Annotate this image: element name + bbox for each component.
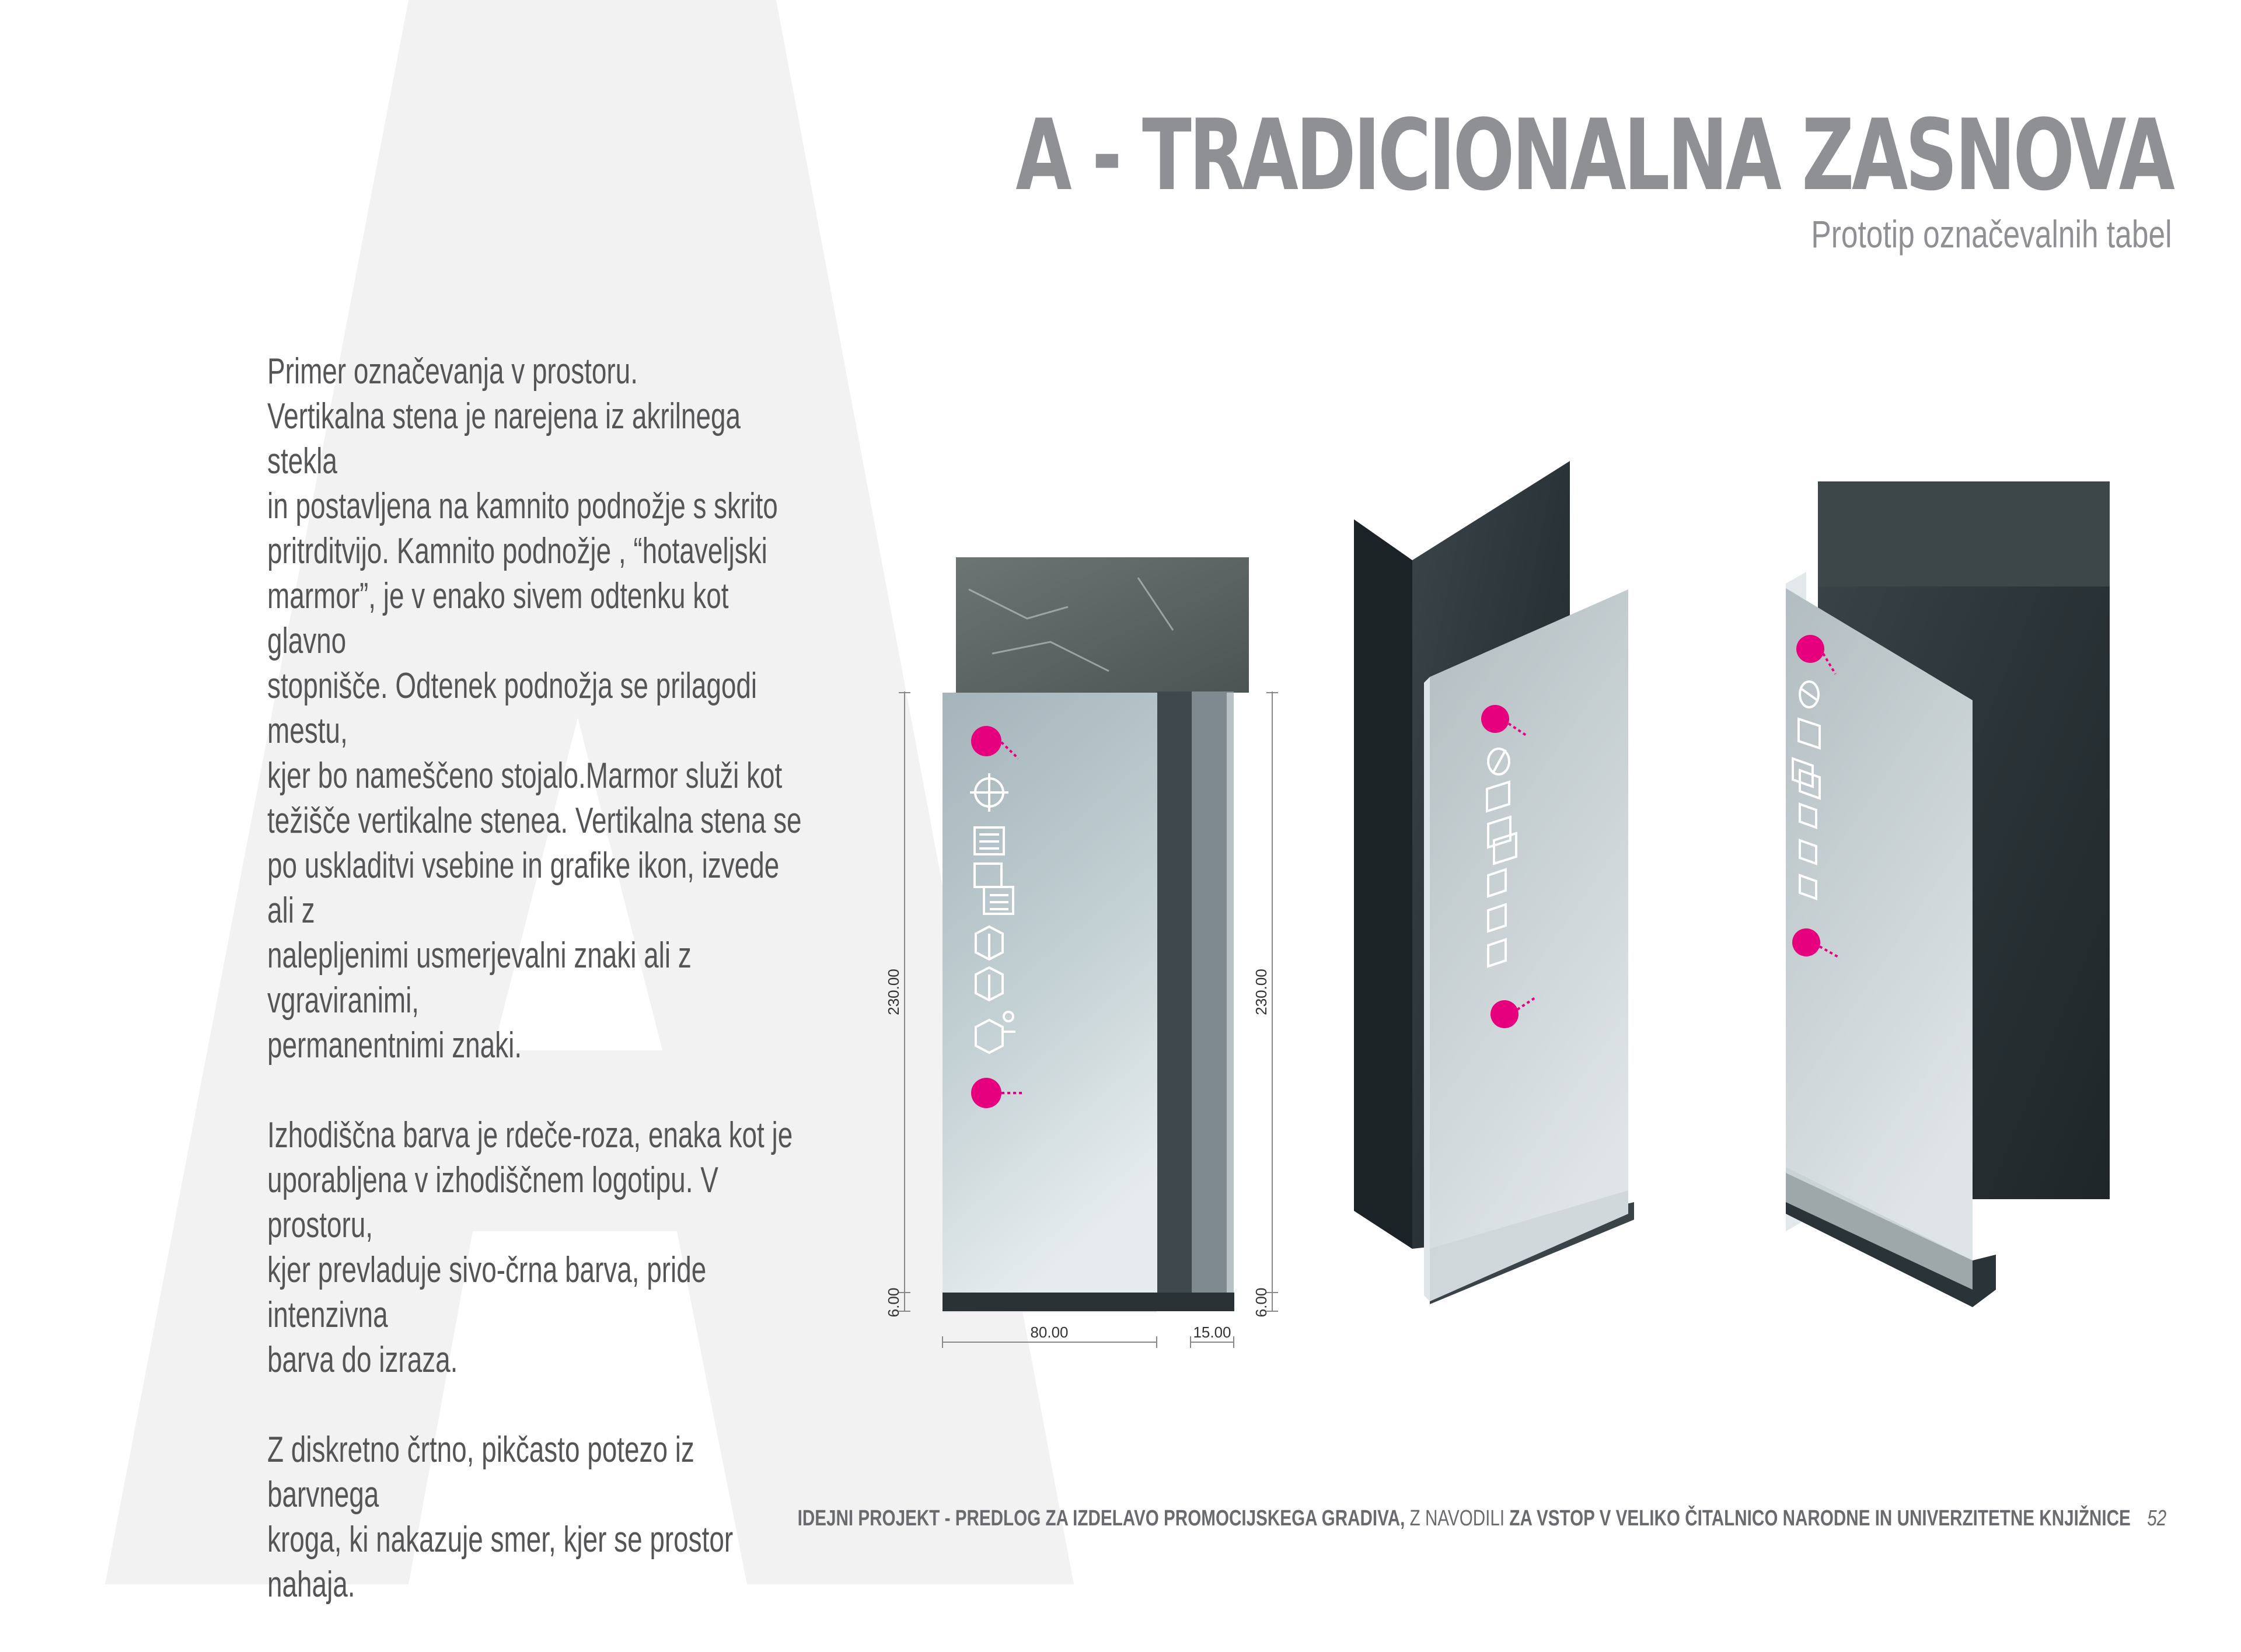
dimension-base-left: 6.00 [885, 1287, 902, 1318]
paragraph-color: Izhodiščna barva je rdeče-roza, enaka kot je uporabljena v izhodiščnem logotipu. V prostoru, kjer prevladuje sivo-črna barva, pride intenzivna barva do izraza. [267, 1115, 793, 1380]
footer [797, 1507, 2166, 1529]
dimension-base-right: 6.00 [1252, 1287, 1270, 1318]
marble-top [956, 557, 1249, 693]
footer-project: IDEJNI PROJEKT - PREDLOG ZA IZDELAVO PROMOCIJSKEGA GRADIVA, [797, 1506, 1405, 1531]
glass-panel [1430, 589, 1628, 1301]
accent-dot-bottom [971, 1078, 1001, 1108]
front-elevation [885, 557, 1278, 1348]
page-subtitle: Prototip označevalnih tabel [1811, 212, 2172, 256]
accent-dot-top [1481, 705, 1509, 733]
accent-dot-top [971, 726, 1001, 756]
paragraph-intro: Primer označevanja v prostoru. Vertikalna stena je narejena iz akrilnega stekla in postavljena na kamnito podnožje s skrito pritrditvijo. Kamnito podnožje , “hotaveljski marmor”, je v enako sivem odtenku kot glavno stopnišče. Odtenek podnožja se prilagodi mestu, kjer bo nameščeno stojalo.Marmor služi kot težišče vertikalne stenea. Vertikalna stena se po uskladitvi vsebine in grafike ikon, izvede ali z nalepljenimi usmerjevalni znaki ali z vgraviranimi, permanentnimi znaki. [267, 351, 802, 1066]
stone-base [943, 1293, 1234, 1311]
isometric-view-left [1354, 461, 1634, 1304]
dimension-height-left: 230.00 [885, 969, 902, 1015]
page-title: A - TRADICIONALNA ZASNOVA [1015, 98, 2172, 212]
isometric-view-right [1786, 481, 2110, 1307]
accent-dot-bottom [1792, 928, 1820, 956]
dimension-height-right: 230.00 [1252, 969, 1270, 1015]
paragraph-dotted-line: Z diskretno črtno, pikčasto potezo iz barvnega kroga, ki nakazuje smer, kjer se prostor nahaja. [267, 1430, 734, 1605]
accent-dot-top [1796, 635, 1824, 663]
footer-instructions: Z NAVODILI [1409, 1506, 1505, 1531]
side-glass-strip [1192, 691, 1234, 1311]
glass-panel [943, 693, 1157, 1312]
marble-wall-left [1354, 519, 1412, 1249]
page-number: 52 [2147, 1506, 2166, 1531]
dimension-width-side: 15.00 [1193, 1323, 1231, 1341]
dimension-width-main: 80.00 [1030, 1323, 1069, 1341]
footer-location: ZA VSTOP V VELIKO ČITALNICO NARODNE IN UNIVERZITETNE KNJIŽNICE [1509, 1506, 2131, 1531]
accent-dot-bottom [1490, 1000, 1519, 1028]
